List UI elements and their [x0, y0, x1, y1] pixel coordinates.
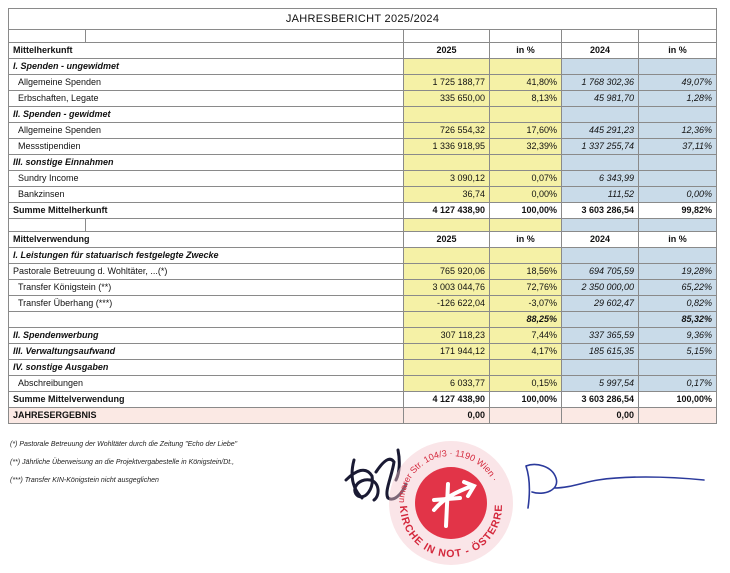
percent-2024: 85,32%	[639, 312, 717, 328]
row-label: Sundry Income	[9, 171, 404, 187]
percent-2025: 0,00%	[490, 187, 562, 203]
row-label: III. sonstige Einnahmen	[9, 155, 404, 171]
row-label: I. Spenden - ungewidmet	[9, 59, 404, 75]
value-2025	[404, 248, 490, 264]
value-2024: 1 337 255,74	[562, 139, 639, 155]
percent-2025	[490, 408, 562, 424]
value-2024: 0,00	[562, 408, 639, 424]
value-2025: 0,00	[404, 408, 490, 424]
percent-2025: 0,07%	[490, 171, 562, 187]
row-label: III. Verwaltungsaufwand	[9, 344, 404, 360]
table-row	[9, 171, 717, 187]
table-row	[9, 107, 717, 123]
herkunft-header-label: Mittelherkunft	[9, 43, 404, 59]
table-row	[9, 59, 717, 75]
table-row	[9, 408, 717, 424]
percent-2025: 4,17%	[490, 344, 562, 360]
report-table	[8, 8, 717, 424]
table-row	[9, 312, 717, 328]
value-2024: 3 603 286,54	[562, 203, 639, 219]
value-2024	[562, 312, 639, 328]
table-row	[9, 139, 717, 155]
value-2024: 445 291,23	[562, 123, 639, 139]
stamp-top-text: umarer Str. 104/3 · 1190 Wien ·	[395, 447, 501, 504]
table-row	[9, 280, 717, 296]
value-2025: 1 336 918,95	[404, 139, 490, 155]
value-2025: 726 554,32	[404, 123, 490, 139]
row-label: Allgemeine Spenden	[9, 75, 404, 91]
row-label: Erbschaften, Legate	[9, 91, 404, 107]
percent-2025: -3,07%	[490, 296, 562, 312]
table-row	[9, 155, 717, 171]
table-row	[9, 296, 717, 312]
value-2025: 335 650,00	[404, 91, 490, 107]
report-title: JAHRESBERICHT 2025/2024	[9, 9, 717, 30]
footnote: (**) Jährliche Überweisung an die Projektvergabestelle in Königstein/Dt.,	[10, 459, 235, 466]
row-label: II. Spenden - gewidmet	[9, 107, 404, 123]
verwendung-header-row	[9, 232, 717, 248]
percent-2025: 41,80%	[490, 75, 562, 91]
value-2025: 4 127 438,90	[404, 392, 490, 408]
percent-2025	[490, 248, 562, 264]
value-2024: 29 602,47	[562, 296, 639, 312]
percent-2024: 0,17%	[639, 376, 717, 392]
row-label: Summe Mittelverwendung	[9, 392, 404, 408]
value-2025	[404, 312, 490, 328]
table-row	[9, 392, 717, 408]
value-2024	[562, 248, 639, 264]
percent-2025: 17,60%	[490, 123, 562, 139]
row-label: Allgemeine Spenden	[9, 123, 404, 139]
herkunft-header-row	[9, 43, 717, 59]
value-2024: 45 981,70	[562, 91, 639, 107]
value-2024: 2 350 000,00	[562, 280, 639, 296]
footnotes	[10, 437, 237, 491]
percent-2025: 100,00%	[490, 392, 562, 408]
row-label: Messstipendien	[9, 139, 404, 155]
column-header-percent-2024: in %	[639, 232, 717, 248]
column-header-2024: 2024	[562, 232, 639, 248]
table-row	[9, 75, 717, 91]
table-row	[9, 264, 717, 280]
value-2024	[562, 360, 639, 376]
row-label: Transfer Überhang (***)	[9, 296, 404, 312]
value-2025: 765 920,06	[404, 264, 490, 280]
percent-2025: 18,56%	[490, 264, 562, 280]
value-2024: 694 705,59	[562, 264, 639, 280]
row-label: Bankzinsen	[9, 187, 404, 203]
column-header-percent-2024: in %	[639, 43, 717, 59]
value-2025: 3 003 044,76	[404, 280, 490, 296]
value-2025: 6 033,77	[404, 376, 490, 392]
row-label: Pastorale Betreuung d. Wohltäter, ...(*)	[9, 264, 404, 280]
percent-2024: 19,28%	[639, 264, 717, 280]
footnote: (***) Transfer KIN-Königstein nicht ausgeglichen	[10, 477, 159, 484]
percent-2024: 0,82%	[639, 296, 717, 312]
percent-2025: 72,76%	[490, 280, 562, 296]
value-2025	[404, 107, 490, 123]
row-label: IV. sonstige Ausgaben	[9, 360, 404, 376]
column-header-percent-2025: in %	[490, 43, 562, 59]
percent-2024: 12,36%	[639, 123, 717, 139]
footnote: (*) Pastorale Betreuung der Wohltäter durch die Zeitung "Echo der Liebe"	[10, 441, 238, 448]
percent-2025	[490, 59, 562, 75]
table-row	[9, 91, 717, 107]
percent-2024	[639, 408, 717, 424]
table-row	[9, 123, 717, 139]
value-2024: 111,52	[562, 187, 639, 203]
column-header-2024: 2024	[562, 43, 639, 59]
row-label: JAHRESERGEBNIS	[9, 408, 404, 424]
value-2024: 6 343,99	[562, 171, 639, 187]
row-label: Transfer Königstein (**)	[9, 280, 404, 296]
percent-2024: 100,00%	[639, 392, 717, 408]
value-2024: 3 603 286,54	[562, 392, 639, 408]
value-2024	[562, 155, 639, 171]
percent-2024: 99,82%	[639, 203, 717, 219]
signature-right	[514, 458, 714, 518]
percent-2025	[490, 107, 562, 123]
percent-2024: 49,07%	[639, 75, 717, 91]
value-2025: -126 622,04	[404, 296, 490, 312]
percent-2025	[490, 155, 562, 171]
spacer-row	[9, 30, 717, 43]
value-2024	[562, 107, 639, 123]
percent-2024: 1,28%	[639, 91, 717, 107]
percent-2024	[639, 59, 717, 75]
percent-2025: 8,13%	[490, 91, 562, 107]
value-2025: 171 944,12	[404, 344, 490, 360]
value-2024: 5 997,54	[562, 376, 639, 392]
column-header-percent-2025: in %	[490, 232, 562, 248]
value-2025: 36,74	[404, 187, 490, 203]
row-label: Abschreibungen	[9, 376, 404, 392]
row-label	[9, 312, 404, 328]
percent-2024: 9,36%	[639, 328, 717, 344]
table-row	[9, 328, 717, 344]
table-row	[9, 376, 717, 392]
row-label: II. Spendenwerbung	[9, 328, 404, 344]
column-header-2025: 2025	[404, 43, 490, 59]
percent-2025: 32,39%	[490, 139, 562, 155]
table-row	[9, 344, 717, 360]
spacer-row	[9, 219, 717, 232]
column-header-2025: 2025	[404, 232, 490, 248]
value-2025: 1 725 188,77	[404, 75, 490, 91]
percent-2024: 0,00%	[639, 187, 717, 203]
percent-2025: 7,44%	[490, 328, 562, 344]
table-row	[9, 187, 717, 203]
value-2025: 3 090,12	[404, 171, 490, 187]
value-2025: 4 127 438,90	[404, 203, 490, 219]
value-2024: 337 365,59	[562, 328, 639, 344]
percent-2025: 0,15%	[490, 376, 562, 392]
percent-2025: 88,25%	[490, 312, 562, 328]
percent-2024	[639, 248, 717, 264]
percent-2025	[490, 360, 562, 376]
percent-2024: 65,22%	[639, 280, 717, 296]
row-label: Summe Mittelherkunft	[9, 203, 404, 219]
percent-2024	[639, 107, 717, 123]
table-row	[9, 248, 717, 264]
percent-2025: 100,00%	[490, 203, 562, 219]
value-2024: 1 768 302,36	[562, 75, 639, 91]
percent-2024: 5,15%	[639, 344, 717, 360]
percent-2024	[639, 360, 717, 376]
value-2025: 307 118,23	[404, 328, 490, 344]
organization-stamp	[386, 438, 516, 573]
value-2024	[562, 59, 639, 75]
table-row	[9, 203, 717, 219]
row-label: I. Leistungen für statuarisch festgelegte Zwecke	[9, 248, 404, 264]
table-row	[9, 360, 717, 376]
value-2025	[404, 59, 490, 75]
value-2025	[404, 155, 490, 171]
verwendung-header-label: Mittelverwendung	[9, 232, 404, 248]
percent-2024	[639, 171, 717, 187]
value-2025	[404, 360, 490, 376]
percent-2024: 37,11%	[639, 139, 717, 155]
stamp-bottom-text: KIRCHE IN NOT - ÖSTERRE	[396, 503, 506, 561]
percent-2024	[639, 155, 717, 171]
value-2024: 185 615,35	[562, 344, 639, 360]
